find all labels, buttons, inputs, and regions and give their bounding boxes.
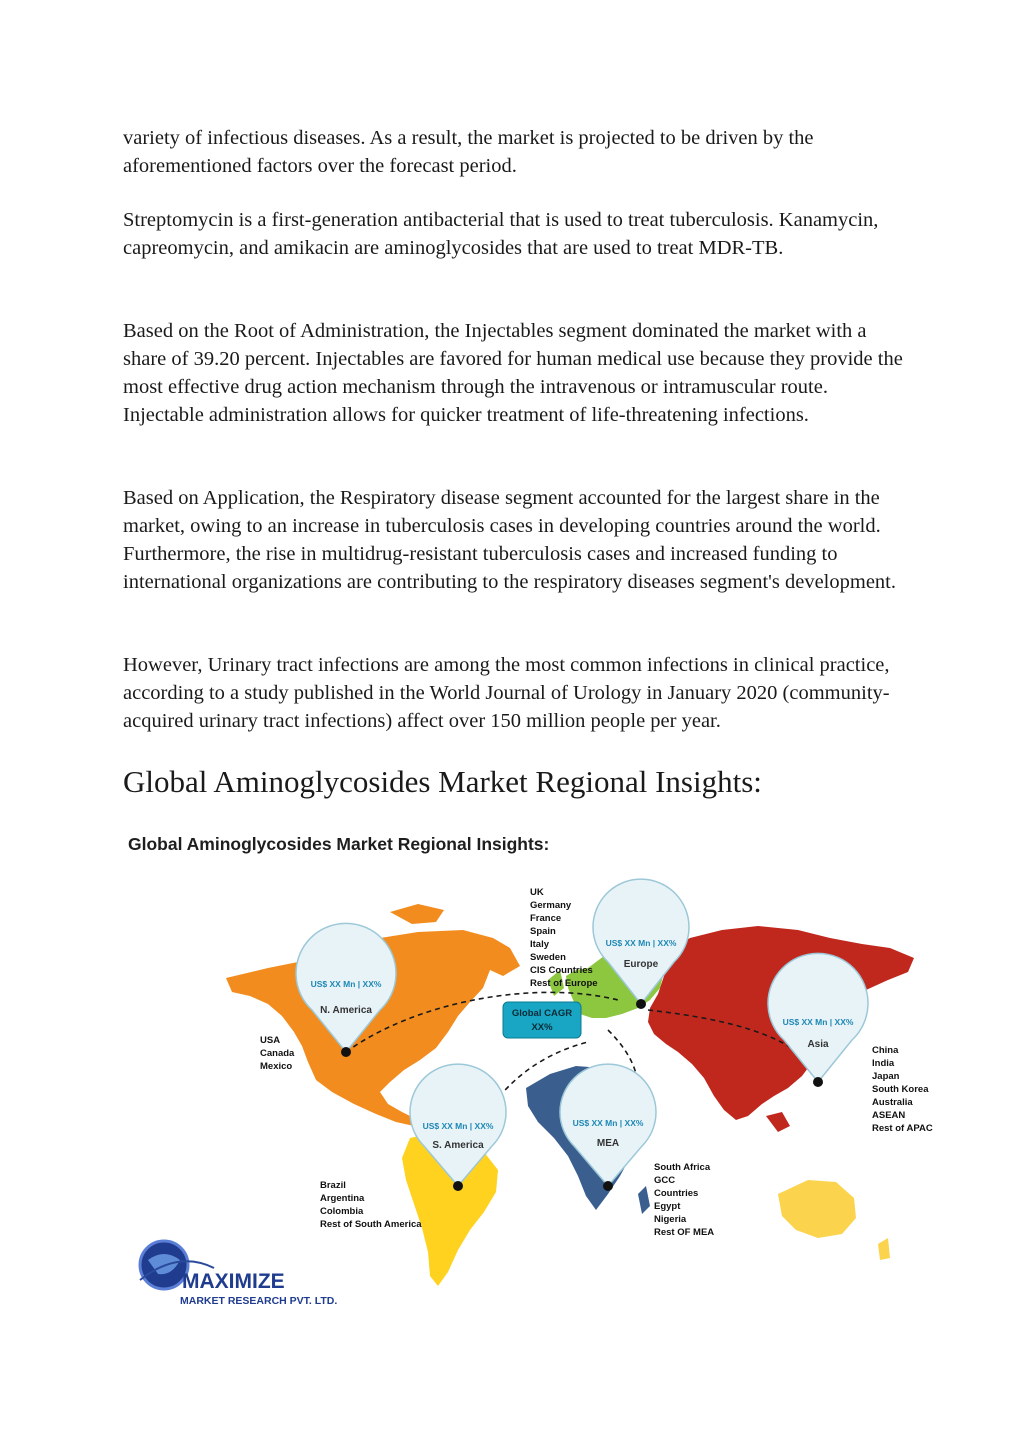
north-america-label: N. America xyxy=(320,1005,372,1016)
south-america-label: S. America xyxy=(432,1140,484,1151)
svg-text:Countries: Countries xyxy=(654,1188,699,1199)
svg-text:Rest OF MEA: Rest OF MEA xyxy=(654,1227,715,1238)
oceania-shape xyxy=(778,1180,856,1238)
logo-wordmark: MAXIMIZE xyxy=(182,1270,285,1293)
svg-text:Canada: Canada xyxy=(260,1048,295,1059)
paragraph: However, Urinary tract infections are among the most common infections in clinical practice, according to a study published in the World Journal of Urology in January 2020 (community-acquired urinary tract infections) affect over 150 million people per year. xyxy=(123,654,890,732)
north-america-value: US$ XX Mn | XX% xyxy=(310,979,382,989)
paragraph: Based on the Root of Administration, the Injectables segment dominated the market with a share of 39.20 percent. Injectables are favored for human medical use because they provide the most effective drug action mechanism through the intravenous or intramuscular route. Injectable administration allows for quicker treatment of life-threatening infections. xyxy=(123,320,903,426)
svg-text:Rest of APAC: Rest of APAC xyxy=(872,1123,933,1134)
indonesia-shape xyxy=(766,1112,790,1132)
section-heading: Global Aminoglycosides Market Regional Insights: xyxy=(123,764,762,799)
logo-tagline: MARKET RESEARCH PVT. LTD. xyxy=(180,1295,338,1307)
svg-text:South Korea: South Korea xyxy=(872,1084,929,1095)
north-america-countries xyxy=(260,1035,295,1072)
svg-text:South Africa: South Africa xyxy=(654,1162,711,1173)
svg-text:France: France xyxy=(530,913,562,924)
south-america-value: US$ XX Mn | XX% xyxy=(422,1121,494,1131)
cagr-value: XX% xyxy=(531,1022,553,1033)
south-america-countries xyxy=(320,1180,422,1230)
svg-text:Rest of Europe: Rest of Europe xyxy=(530,978,598,989)
figure-title: Global Aminoglycosides Market Regional Insights: xyxy=(128,834,550,854)
svg-text:India: India xyxy=(872,1058,895,1069)
svg-text:Australia: Australia xyxy=(872,1097,913,1108)
mea-value: US$ XX Mn | XX% xyxy=(572,1118,644,1128)
europe-countries xyxy=(530,887,598,989)
svg-text:Egypt: Egypt xyxy=(654,1201,681,1212)
paragraph: variety of infectious diseases. As a result, the market is projected to be driven by the aforementioned factors over the forecast period. xyxy=(123,127,814,177)
madagascar-shape xyxy=(638,1186,650,1214)
mea-label: MEA xyxy=(596,1138,620,1149)
asia-countries xyxy=(872,1045,933,1134)
svg-text:Brazil: Brazil xyxy=(320,1180,346,1191)
paragraph: Streptomycin is a first-generation antibacterial that is used to treat tuberculosis. Kanamycin, capreomycin, and amikacin are aminoglycosides that are used to treat MDR-TB. xyxy=(123,209,879,259)
regional-insights-figure xyxy=(118,820,948,1320)
svg-text:Rest of South America: Rest of South America xyxy=(320,1219,422,1230)
mea-countries xyxy=(654,1162,714,1238)
world-map-graphic xyxy=(118,820,948,1320)
pin-mea xyxy=(560,1064,656,1191)
svg-text:Sweden: Sweden xyxy=(530,952,566,963)
svg-text:Italy: Italy xyxy=(530,939,550,950)
svg-text:GCC: GCC xyxy=(654,1175,676,1186)
svg-text:Colombia: Colombia xyxy=(320,1206,364,1217)
global-cagr-badge xyxy=(503,1002,581,1038)
paragraph: Based on Application, the Respiratory disease segment accounted for the largest share in the market, owing to an increase in tuberculosis cases in developing countries around the world. Furthermore, the rise in multidrug-resistant tuberculosis cases and increased funding to international organizations are contributing to the respiratory diseases segment's development. xyxy=(123,487,896,593)
cagr-label: Global CAGR xyxy=(511,1008,573,1019)
svg-text:CIS Countries: CIS Countries xyxy=(530,965,593,976)
svg-text:Spain: Spain xyxy=(530,926,556,937)
svg-text:Nigeria: Nigeria xyxy=(654,1214,687,1225)
svg-text:Mexico: Mexico xyxy=(260,1061,293,1072)
svg-text:Germany: Germany xyxy=(530,900,572,911)
svg-text:USA: USA xyxy=(260,1035,281,1046)
company-logo xyxy=(140,1241,337,1307)
svg-text:China: China xyxy=(872,1045,899,1056)
svg-text:Japan: Japan xyxy=(872,1071,900,1082)
svg-text:ASEAN: ASEAN xyxy=(872,1110,906,1121)
svg-text:Argentina: Argentina xyxy=(320,1193,365,1204)
svg-text:UK: UK xyxy=(530,887,544,898)
europe-value: US$ XX Mn | XX% xyxy=(605,938,677,948)
new-zealand-shape xyxy=(878,1238,890,1260)
greenland-shape xyxy=(390,904,444,924)
europe-label: Europe xyxy=(623,959,659,970)
asia-label: Asia xyxy=(807,1039,829,1050)
asia-value: US$ XX Mn | XX% xyxy=(782,1017,854,1027)
